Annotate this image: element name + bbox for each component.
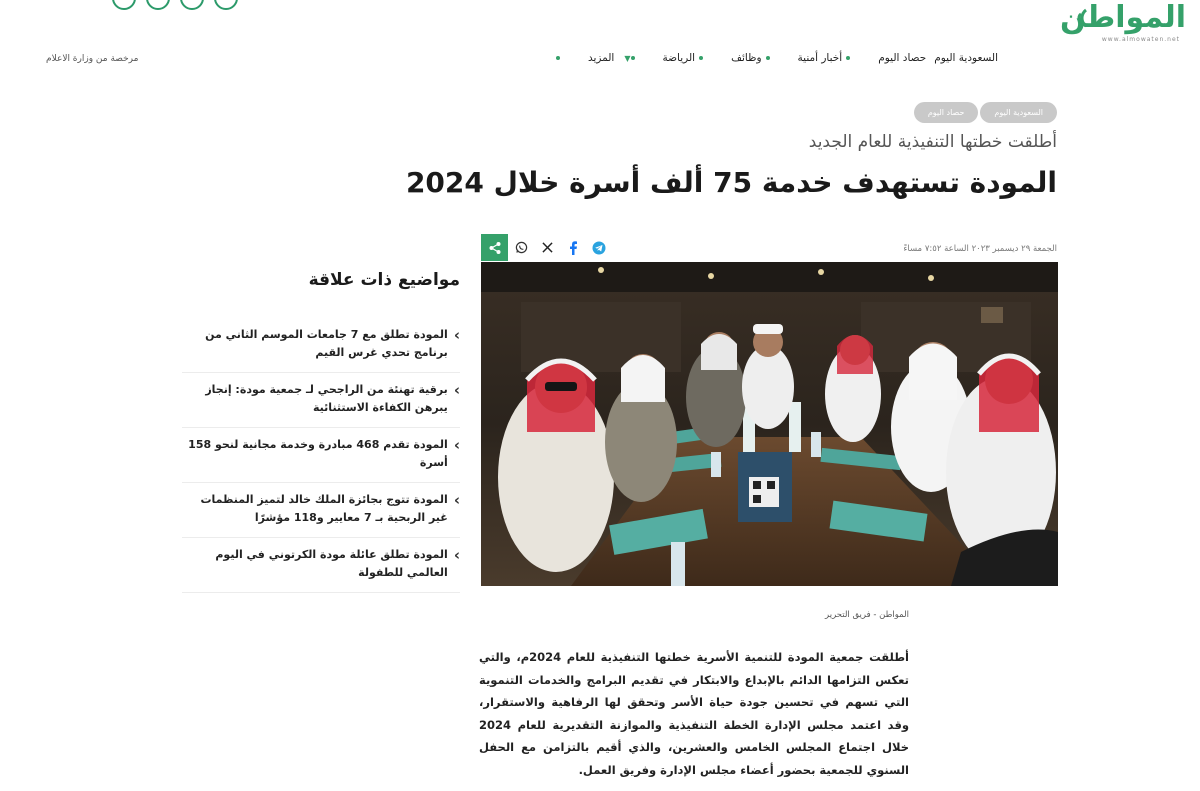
related-item-title: المودة تطلق مع 7 جامعات الموسم الثاني من برنامج تحدي غرس القيم — [205, 328, 448, 359]
nav-item-label: المزيد — [587, 52, 615, 64]
related-item[interactable] — [182, 428, 460, 483]
nav-item-harvest-today[interactable] — [846, 52, 930, 64]
nav-item-label: الرياضة — [662, 52, 696, 64]
share-bar — [481, 234, 612, 261]
related-topics-list — [182, 318, 460, 593]
related-item-title: المودة تتوج بجائزة الملك خالد لتميز المنظمات غير الربحية بـ 7 معايير و118 مؤشرًا — [200, 493, 448, 524]
chevron-left-icon: ‹ — [453, 436, 460, 454]
related-topics-title: مواضيع ذات علاقة — [308, 270, 460, 290]
related-item[interactable] — [182, 373, 460, 428]
related-item-title: برقية تهنئة من الراجحي لـ جمعية مودة: إنجاز يبرهن الكفاءة الاستثنائية — [205, 383, 448, 414]
chevron-left-icon: ‹ — [453, 546, 460, 564]
related-item[interactable] — [182, 483, 460, 538]
chevron-left-icon: ‹ — [453, 491, 460, 509]
nav-dot — [699, 56, 703, 60]
facebook-icon[interactable] — [560, 235, 586, 261]
related-item-title: المودة تطلق عائلة مودة الكرتوني في اليوم العالمي للطفولة — [215, 548, 448, 579]
tag-pill[interactable]: حصاد اليوم — [914, 102, 979, 123]
tag-pill[interactable]: السعودية اليوم — [980, 102, 1057, 123]
nav-item-jobs[interactable] — [699, 52, 765, 64]
telegram-icon[interactable] — [586, 235, 612, 261]
site-logo[interactable] — [1056, 0, 1186, 48]
article-headline: المودة تستهدف خدمة 75 ألف أسرة خلال 2024 — [405, 166, 1057, 199]
nav-item-more[interactable] — [556, 52, 631, 64]
related-item[interactable] — [182, 538, 460, 593]
chevron-left-icon: ‹ — [453, 326, 460, 344]
nav-item-label: وظائف — [731, 52, 762, 64]
main-nav — [556, 52, 1002, 64]
nav-item-label: أخبار أمنية — [797, 52, 843, 64]
chevron-left-icon: ‹ — [453, 381, 460, 399]
logo-url: www.almowaten.net — [1101, 36, 1180, 43]
nav-item-label: السعودية اليوم — [934, 52, 998, 64]
article-body: أطلقت جمعية المودة للتنمية الأسرية خطتها التنفيذية للعام 2024م، والتي تعكس التزامها الدائم بالإبداع والابتكار في تقديم البرامج والخدمات التنموية التي تسهم في تحسين جودة حياة الأسر وتحقق لها الرفاهية والاستقرار، وقد اعتمد مجلس الإدارة الخطة التنفيذية والموازنة التقديرية للعام 2024 خلال اجتماع المجلس الخامس والعشرين، والذي أقيم بالتزامن مع الحفل السنوي للجمعية بحضور أعضاء مجلس الإدارة وفريق العمل. — [479, 650, 909, 777]
article-date: الجمعة ٢٩ ديسمبر ٢٠٢٣ الساعة ٧:٥٢ مساءً — [903, 244, 1057, 254]
nav-item-sports[interactable] — [631, 52, 700, 64]
logo-wordmark: المواطن — [1059, 0, 1186, 35]
nav-dot — [766, 56, 770, 60]
social-circle[interactable] — [180, 0, 204, 10]
chevron-down-icon: ▼ — [624, 53, 631, 63]
photo-caption: المواطن - فريق التحرير — [825, 610, 909, 620]
nav-item-label: حصاد اليوم — [878, 52, 927, 64]
social-circle[interactable] — [146, 0, 170, 10]
nav-item-security-news[interactable] — [766, 52, 847, 64]
article-tags — [914, 102, 1057, 123]
share-icon[interactable] — [481, 234, 508, 261]
article-photo — [481, 262, 1058, 586]
article-subtitle: أطلقت خطتها التنفيذية للعام الجديد — [808, 132, 1057, 152]
nav-dot — [846, 56, 850, 60]
nav-item-saudi-today[interactable] — [930, 52, 1002, 64]
nav-dot — [631, 56, 635, 60]
social-circle[interactable] — [112, 0, 136, 10]
related-item-title: المودة تقدم 468 مبادرة وخدمة مجانية لنحو 158 أسرة — [188, 438, 448, 469]
whatsapp-icon[interactable] — [508, 235, 534, 261]
social-circle[interactable] — [214, 0, 238, 10]
header-social-circles — [112, 0, 238, 10]
nav-dot — [556, 56, 560, 60]
x-icon[interactable] — [534, 235, 560, 261]
related-item[interactable] — [182, 318, 460, 373]
license-text: مرخصة من وزارة الاعلام — [46, 54, 139, 64]
